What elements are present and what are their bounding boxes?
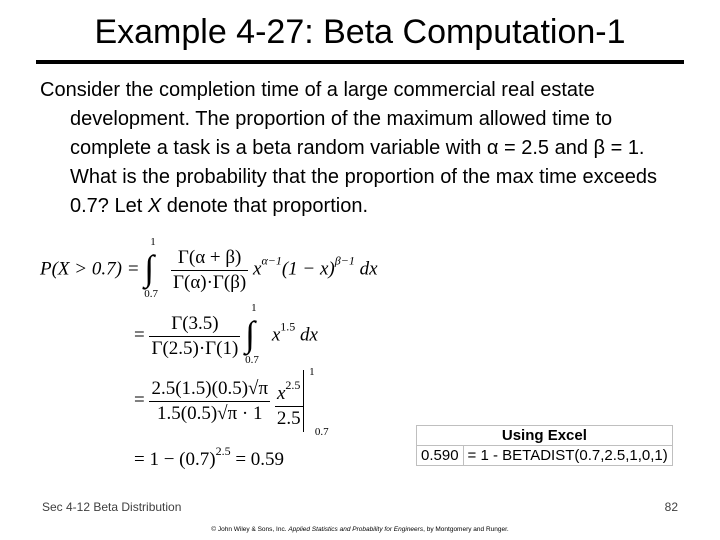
line2-x: x — [271, 324, 281, 346]
line3-x-fraction: $\frac{x^{2.5}}{2.5}$ — [276, 378, 301, 429]
excel-formula: = 1 - BETADIST(0.7,2.5,1,0,1) — [463, 446, 672, 466]
slide-title: Example 4-27: Beta Computation-1 — [94, 13, 626, 51]
problem-text — [40, 76, 680, 221]
line2-dx: dx — [300, 324, 318, 346]
line2-eq: = — [134, 324, 145, 346]
copyright-notice: © John Wiley & Sons, Inc. Applied Statistics and Probability for Engineers, by Montgomery and Runger. — [211, 526, 509, 533]
line1-lhs: P(X > 0.7) = — [40, 258, 140, 280]
line1-dx: dx — [359, 258, 378, 280]
equation-line-2: = $\frac{\Gamma(3.5)}{\Gamma(2.5)\cdot\Gamma(1)}$ ∫ 1 0.7 $x^{1.5}$ dx — [134, 302, 318, 366]
line1-x: x — [253, 258, 262, 280]
title-underline — [36, 60, 684, 64]
equation-line-1: P(X > 0.7) = ∫ 1 0.7 $\frac{\Gamma(\alpha + \beta)}{\Gamma(\alpha)\cdot\Gamma(\beta)}$ $x^{\alpha-1}(1 - x)^{\beta-1}$ dx — [40, 236, 378, 300]
page-number: 82 — [664, 500, 678, 514]
line4-rhs: = 0.59 — [230, 449, 285, 470]
line1-mid: (1 − x) — [281, 258, 335, 280]
problem-variable: X — [147, 195, 162, 217]
problem-paragraph: Consider the completion time of a large commercial real estate development. The proportion of the maximum allowed time to complete a task is a beta random variable with α = 2.5 and β = 1. What is the probability that the proportion of the max time exceeds 0.7? Let — [40, 79, 657, 217]
evaluation-bar: $\frac{x^{2.5}}{2.5}$ 1 0.7 — [276, 366, 329, 438]
line1-fraction: $\frac{\Gamma(\alpha + \beta)}{\Gamma(\alpha)\cdot\Gamma(\beta)}$ — [173, 246, 247, 293]
line2-fraction: $\frac{\Gamma(3.5)}{\Gamma(2.5)\cdot\Gamma(1)}$ — [151, 312, 239, 359]
integral-sign-2: ∫ 1 0.7 — [245, 302, 259, 366]
problem-paragraph-end: denote that proportion. — [161, 195, 369, 217]
line3-eq: = — [134, 389, 145, 411]
excel-header: Using Excel — [417, 426, 673, 446]
integral-sign-1: ∫ 1 0.7 — [144, 236, 159, 300]
equation-line-3 — [134, 366, 329, 438]
excel-value: 0.590 — [417, 446, 464, 466]
line4-lhs: = 1 − (0.7) — [134, 449, 216, 470]
line3-fraction: $\frac{2.5(1.5)(0.5)√\pi}{1.5(0.5)√\pi \cdot 1}$ — [151, 377, 269, 424]
excel-table — [416, 425, 673, 466]
equation-line-4: = $1 - (0.7)^{2.5} = 0.59$ — [134, 444, 285, 470]
footer-section: Sec 4-12 Beta Distribution — [42, 500, 182, 514]
